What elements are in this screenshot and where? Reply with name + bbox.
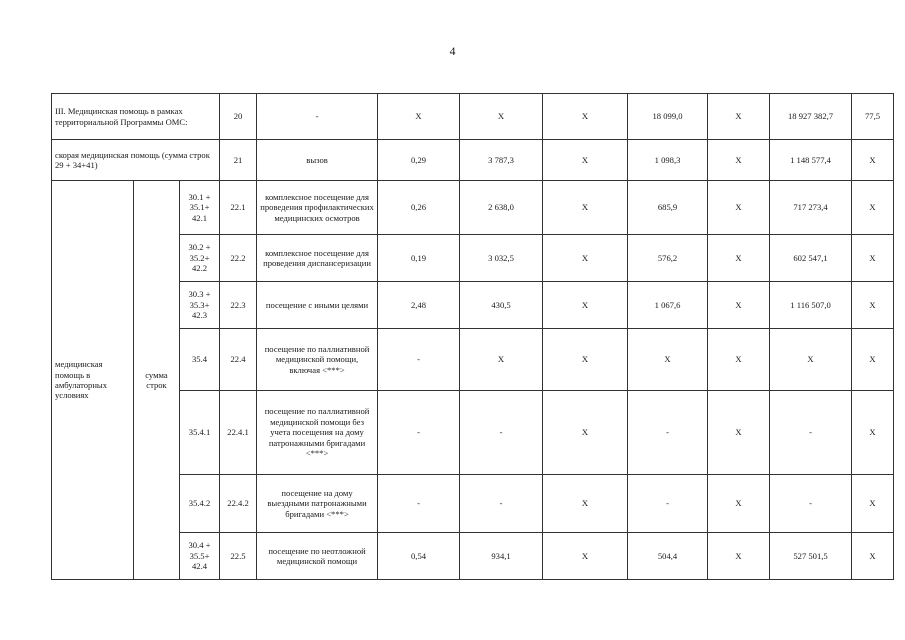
value-cell: X [708,533,770,580]
value-cell: X [460,329,543,391]
value-cell: X [543,475,628,533]
value-cell: X [852,391,894,475]
value-cell: 717 273,4 [770,181,852,235]
value-cell: X [543,282,628,329]
value-cell: - [770,391,852,475]
row-number: 22.4.1 [220,391,257,475]
value-cell: X [460,94,543,140]
value-cell: X [708,282,770,329]
source-lines: 30.3 + 35.3+ 42.3 [180,282,220,329]
value-cell: 1 098,3 [628,140,708,181]
value-cell: X [708,235,770,282]
row-name-cell [52,140,220,181]
row-name: скорая медицинская помощь (сумма строк 29 + 34+41) [55,149,210,170]
value-cell: X [628,329,708,391]
value-cell: X [708,391,770,475]
value-cell: - [460,475,543,533]
source-lines: 35.4 [180,329,220,391]
value-cell: X [378,94,460,140]
row-number: 22.3 [220,282,257,329]
value-cell: 0,29 [378,140,460,181]
row-name-cell [52,94,220,140]
value-cell: 1 067,6 [628,282,708,329]
unit-cell: посещение с иными целями [257,282,378,329]
value-cell: X [543,329,628,391]
row-number: 22.4 [220,329,257,391]
value-cell: X [543,181,628,235]
source-lines: 30.1 + 35.1+ 42.1 [180,181,220,235]
value-cell: X [852,181,894,235]
unit-cell: посещение по неотложной медицинской помощи [257,533,378,580]
value-cell: 3 787,3 [460,140,543,181]
row-number: 22.1 [220,181,257,235]
value-cell: X [543,94,628,140]
value-cell: - [460,391,543,475]
value-cell: X [708,181,770,235]
row-number: 20 [220,94,257,140]
value-cell: 18 927 382,7 [770,94,852,140]
value-cell: - [378,391,460,475]
value-cell: 0,26 [378,181,460,235]
row-name: III. Медицинская помощь в рамках территориальной Программы ОМС: [55,106,188,127]
value-cell: 685,9 [628,181,708,235]
row-number: 22.5 [220,533,257,580]
value-cell: 0,19 [378,235,460,282]
value-cell: X [708,94,770,140]
unit-cell: вызов [257,140,378,181]
table-row-22-1 [52,181,894,235]
value-cell: - [770,475,852,533]
value-cell: 576,2 [628,235,708,282]
source-lines: 30.4 + 35.5+ 42.4 [180,533,220,580]
value-cell: X [708,140,770,181]
value-cell: - [628,391,708,475]
value-cell: X [543,391,628,475]
row-number: 22.2 [220,235,257,282]
value-cell: 527 501,5 [770,533,852,580]
value-cell: 1 148 577,4 [770,140,852,181]
value-cell: - [378,329,460,391]
value-cell: 2,48 [378,282,460,329]
value-cell: X [708,329,770,391]
page-number: 4 [449,44,456,58]
unit-cell: посещение по паллиативной медицинской помощи без учета посещения на дому патронажными бригадами <***> [257,391,378,475]
value-cell: 3 032,5 [460,235,543,282]
value-cell: 602 547,1 [770,235,852,282]
sum-of-rows-label: сумма строк [134,181,180,580]
row-number: 21 [220,140,257,181]
value-cell: X [543,533,628,580]
unit-cell: комплексное посещение для проведения диспансеризации [257,235,378,282]
table-row-20 [52,94,894,140]
source-lines: 35.4.1 [180,391,220,475]
ambulatory-group-label: медицинская помощь в амбулаторных условиях [52,181,134,580]
value-cell: X [852,533,894,580]
unit-cell: комплексное посещение для проведения профилактических медицинских осмотров [257,181,378,235]
value-cell: - [378,475,460,533]
value-cell: 504,4 [628,533,708,580]
unit-cell: посещение на дому выездными патронажными бригадами <***> [257,475,378,533]
financing-table [51,93,894,580]
value-cell: 1 116 507,0 [770,282,852,329]
value-cell: - [628,475,708,533]
value-cell: 18 099,0 [628,94,708,140]
source-lines: 30.2 + 35.2+ 42.2 [180,235,220,282]
table-row-21 [52,140,894,181]
value-cell: 934,1 [460,533,543,580]
value-cell: X [543,140,628,181]
value-cell: 0,54 [378,533,460,580]
value-cell: X [708,475,770,533]
value-cell: 77,5 [852,94,894,140]
value-cell: X [852,475,894,533]
value-cell: X [852,329,894,391]
value-cell: X [543,235,628,282]
value-cell: X [852,282,894,329]
value-cell: X [852,235,894,282]
unit-cell: - [257,94,378,140]
value-cell: 2 638,0 [460,181,543,235]
value-cell: 430,5 [460,282,543,329]
value-cell: X [770,329,852,391]
value-cell: X [852,140,894,181]
row-number: 22.4.2 [220,475,257,533]
source-lines: 35.4.2 [180,475,220,533]
unit-cell: посещение по паллиативной медицинской помощи, включая <***> [257,329,378,391]
